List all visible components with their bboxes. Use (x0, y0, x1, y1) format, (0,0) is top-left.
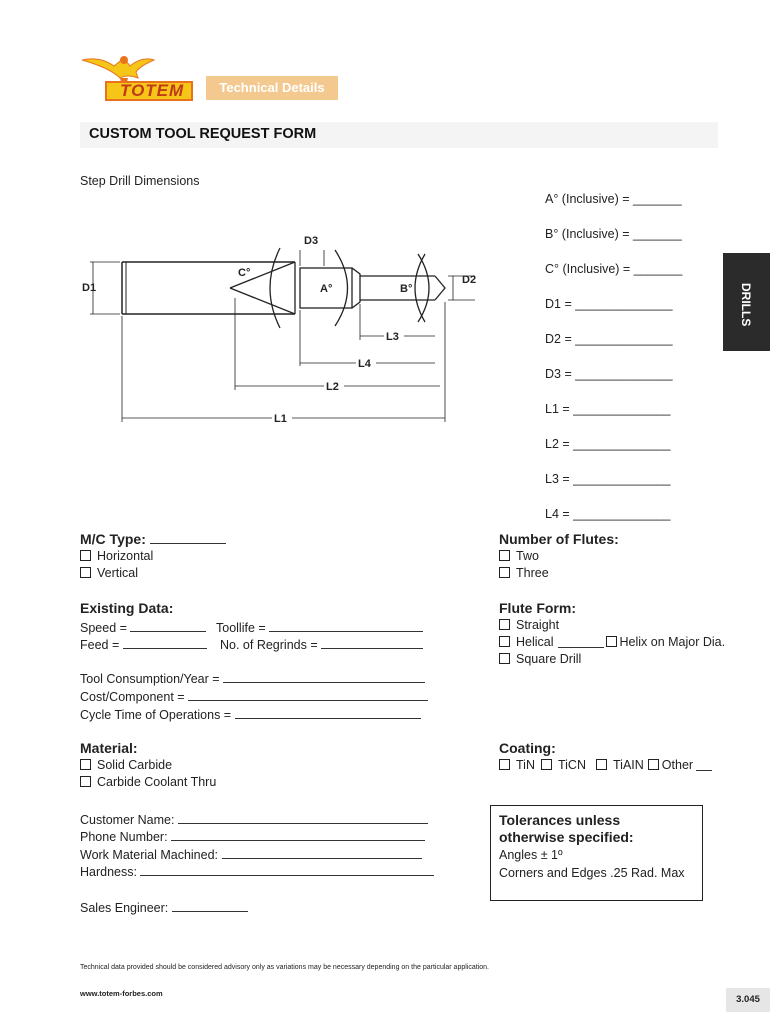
coating-options (499, 756, 712, 773)
cost-field[interactable] (188, 689, 428, 701)
label-l2: L2 (326, 381, 339, 393)
checkbox-icon[interactable] (80, 550, 91, 561)
brand-wordmark: TOTEM (120, 81, 185, 100)
tolerances-title-2: otherwise specified: (499, 829, 634, 845)
mc-type-field[interactable] (150, 532, 226, 544)
label-d1: D1 (82, 282, 97, 294)
checkbox-icon[interactable] (499, 567, 510, 578)
website-link[interactable]: www.totem-forbes.com (80, 989, 163, 998)
dim-a-inclusive[interactable]: A° (Inclusive) = _______ (545, 192, 682, 206)
label-b: B° (400, 283, 413, 295)
page-title: CUSTOM TOOL REQUEST FORM (89, 126, 317, 142)
checkbox-icon[interactable] (499, 759, 510, 770)
disclaimer: Technical data provided should be considered advisory only as variations may be necessary depending on the particular application. (80, 964, 489, 971)
option-solid-carbide[interactable]: Solid Carbide (80, 756, 216, 773)
option-tiain: TiAIN (613, 757, 644, 772)
step-drill-diagram (80, 228, 490, 428)
hardness-field[interactable] (140, 864, 434, 876)
feed-field[interactable] (123, 637, 207, 649)
speed-field[interactable] (130, 620, 206, 632)
dim-d1[interactable]: D1 = ______________ (545, 297, 673, 311)
option-other: Other (661, 757, 694, 772)
option-straight[interactable]: Straight (499, 616, 725, 633)
toollife-row: Toollife = (216, 620, 423, 635)
coating-label: Coating: (499, 740, 556, 756)
tolerances-title-1: Tolerances unless (499, 812, 621, 828)
regrinds-row: No. of Regrinds = (220, 637, 423, 652)
checkbox-icon[interactable] (606, 636, 617, 647)
option-horizontal[interactable]: Horizontal (80, 547, 226, 564)
speed-row: Speed = (80, 620, 206, 635)
checkbox-icon[interactable] (80, 567, 91, 578)
tolerances-box (490, 805, 703, 901)
label-l3: L3 (386, 331, 399, 343)
page-number: 3.045 (726, 988, 770, 1012)
checkbox-icon[interactable] (596, 759, 607, 770)
label-c: C° (238, 267, 251, 279)
tolerance-corners: Corners and Edges .25 Rad. Max (499, 866, 685, 880)
regrinds-field[interactable] (321, 637, 423, 649)
option-vertical[interactable]: Vertical (80, 564, 226, 581)
coating-section (499, 740, 712, 773)
label-l4: L4 (358, 358, 371, 370)
cycle-field[interactable] (235, 707, 421, 719)
option-ticn: TiCN (557, 757, 586, 772)
checkbox-icon[interactable] (541, 759, 552, 770)
helical-field[interactable] (558, 636, 604, 648)
checkbox-icon[interactable] (80, 776, 91, 787)
option-carbide-coolant[interactable]: Carbide Coolant Thru (80, 773, 216, 790)
totem-logo (80, 52, 198, 104)
tolerance-angles: Angles ± 1º (499, 848, 563, 862)
dim-b-inclusive[interactable]: B° (Inclusive) = _______ (545, 227, 682, 241)
sales-engineer-field[interactable] (172, 900, 248, 912)
work-material-row: Work Material Machined: (80, 847, 422, 862)
dim-l4[interactable]: L4 = ______________ (545, 507, 671, 521)
consumption-field[interactable] (223, 671, 425, 683)
label-l1: L1 (274, 413, 287, 425)
option-two[interactable]: Two (499, 547, 619, 564)
sales-engineer-row: Sales Engineer: (80, 900, 248, 915)
option-tin: TiN (516, 757, 535, 772)
dim-l2[interactable]: L2 = ______________ (545, 437, 671, 451)
option-square-drill[interactable]: Square Drill (499, 650, 725, 667)
material-label: Material: (80, 740, 138, 756)
hardness-row: Hardness: (80, 864, 434, 879)
checkbox-icon[interactable] (648, 759, 659, 770)
tab-corner-marker (726, 343, 734, 351)
customer-name-field[interactable] (178, 812, 428, 824)
option-helical[interactable]: Helical Helix on Major Dia. (499, 633, 725, 650)
diagram-title: Step Drill Dimensions (80, 174, 200, 188)
drills-side-tab (723, 253, 770, 351)
customer-name-row: Customer Name: (80, 812, 428, 827)
cost-row: Cost/Component = (80, 689, 428, 704)
dim-l1[interactable]: L1 = ______________ (545, 402, 671, 416)
consumption-row: Tool Consumption/Year = (80, 671, 425, 686)
mc-type-section (80, 531, 226, 581)
material-section (80, 740, 216, 790)
technical-details-banner: Technical Details (206, 76, 338, 100)
flute-form-section (499, 600, 725, 667)
flutes-label: Number of Flutes: (499, 531, 619, 547)
toollife-field[interactable] (269, 620, 423, 632)
side-tab-label: DRILLS (739, 283, 753, 327)
checkbox-icon[interactable] (499, 636, 510, 647)
checkbox-icon[interactable] (499, 653, 510, 664)
dim-l3[interactable]: L3 = ______________ (545, 472, 671, 486)
phone-field[interactable] (171, 829, 425, 841)
checkbox-icon[interactable] (499, 619, 510, 630)
other-coating-field[interactable] (696, 759, 712, 771)
flute-form-label: Flute Form: (499, 600, 576, 616)
option-three[interactable]: Three (499, 564, 619, 581)
flutes-section (499, 531, 619, 581)
label-a: A° (320, 283, 333, 295)
phone-row: Phone Number: (80, 829, 425, 844)
dim-d2[interactable]: D2 = ______________ (545, 332, 673, 346)
dim-c-inclusive[interactable]: C° (Inclusive) = _______ (545, 262, 683, 276)
mc-type-label: M/C Type: (80, 531, 146, 547)
existing-data-label: Existing Data: (80, 600, 174, 616)
dim-d3[interactable]: D3 = ______________ (545, 367, 673, 381)
cycle-row: Cycle Time of Operations = (80, 707, 421, 722)
work-material-field[interactable] (222, 847, 422, 859)
checkbox-icon[interactable] (80, 759, 91, 770)
checkbox-icon[interactable] (499, 550, 510, 561)
label-d3: D3 (304, 235, 319, 247)
label-d2: D2 (462, 274, 477, 286)
feed-row: Feed = (80, 637, 207, 652)
